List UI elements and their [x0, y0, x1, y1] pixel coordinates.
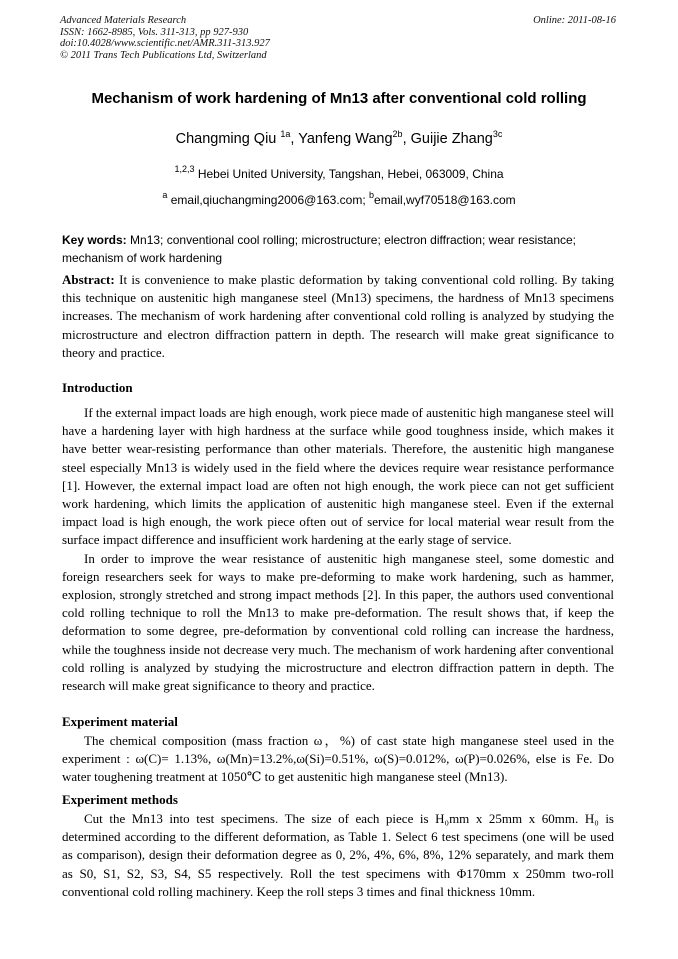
- online-date: Online: 2011-08-16: [533, 15, 616, 26]
- author-name: Yanfeng Wang: [298, 131, 393, 147]
- paragraph: In order to improve the wear resistance of austenitic high manganese steel, some domestic and foreign researchers seek for ways to make pre-deforming to make work hardening, such as hammer, explosion, strongly stretched and strong impact methods [2]. In this paper, the authors used conventional cold rolling technique to roll the Mn13 to make pre-deformation. The result shows that, if keep the deformation to some degree, pre-deformation by conventional cold rolling can increase the hardness, while the toughness inside not decrease very much. The mechanism of work hardening after conventional cold rolling is analyzed by studying the microstructure and electron diffraction pattern in depth. The research will make great significance to theory and practice.: [62, 550, 614, 694]
- affiliation: [0, 164, 678, 181]
- introduction-body: [62, 404, 614, 695]
- email-link[interactable]: email,qiuchangming2006@163.com;: [170, 193, 366, 207]
- keywords-text: Mn13; conventional cool rolling; microstructure; electron diffraction; wear resistance; mechanism of work hardening: [62, 233, 577, 265]
- journal-issn: ISSN: 1662-8985, Vols. 311-313, pp 927-930: [60, 26, 249, 38]
- abstract-label: Abstract:: [62, 272, 115, 287]
- author-list: Changming Qiu $^{1a}$, Yanfeng Wang$^{2b}$, Guijie Zhang$^{3c}$: [175, 129, 503, 147]
- journal-header: [60, 15, 270, 61]
- paragraph: If the external impact loads are high enough, work piece made of austenitic high manganese steel will have a hardening layer with high hardness at the surface while good toughness inside, which makes it have better wear-resisting performance than other materials. Therefore, the austenitic high manganese steel especially Mn13 is widely used in the field where the devices require wear resistance performance [1]. However, the external impact load are often not high enough, the work piece can not get sufficient work hardening, which limits the application of austenitic high manganese steel. Even if the external impact load is high enough, the work piece often out of service for local material wear result from the surface impact difference and insufficient work hardening at the early stage of service.: [62, 405, 614, 548]
- keywords: [62, 231, 614, 267]
- journal-doi[interactable]: doi:10.4028/www.scientific.net/AMR.311-313.927: [60, 38, 270, 50]
- section-heading-introduction: Introduction: [62, 380, 133, 395]
- email-mark: a: [162, 190, 168, 200]
- email-link[interactable]: email,wyf70518@163.com: [374, 193, 516, 207]
- author-affiliation-mark: 2b: [392, 129, 403, 139]
- section-heading-experiment-methods: Experiment methods: [62, 792, 178, 807]
- section-heading-experiment-material: Experiment material: [62, 714, 178, 729]
- abstract: [62, 271, 614, 362]
- author-name: Guijie Zhang: [410, 131, 493, 147]
- author-name: Changming Qiu: [175, 131, 277, 147]
- paper-title: Mechanism of work hardening of Mn13 after conventional cold rolling: [91, 90, 587, 107]
- abstract-text: It is convenience to make plastic deformation by taking conventional cold rolling. By taking this technique on austenitic high manganese steel (Mn13) specimens, the hardness of Mn13 specimens increases. The mechanism of work hardening after conventional cold rolling is analyzed by studying the microstructure and electron diffraction pattern in depth. The research will make great significance to theory and practice.: [62, 272, 615, 360]
- journal-copyright: © 2011 Trans Tech Publications Ltd, Switzerland: [60, 49, 267, 61]
- email-mark: b: [369, 190, 375, 200]
- author-emails: [0, 190, 678, 207]
- affiliation-text: Hebei United University, Tangshan, Hebei, 063009, China: [197, 167, 504, 181]
- experiment-methods-body: Cut the Mn13 into test specimens. The size of each piece is H₀mm x 25mm x 60mm. H₀ is determined according to the different deformation, as Table 1. Select 6 test specimens (one will be used as comparison), design their deformation degree as 0, 2%, 4%, 6%, 8%, 12% separately, and mark them as S0, S1, S2, S3, S4, S5 respectively. Roll the test specimens with Φ170mm x 250mm two-roll conventional cold rolling machinery. Keep the roll steps 3 times and final thickness 10mm.: [62, 811, 614, 899]
- affiliation-mark: 1,2,3: [174, 164, 195, 174]
- journal-name: Advanced Materials Research: [60, 15, 187, 26]
- author-affiliation-mark: 3c: [492, 129, 503, 139]
- experiment-material-body: The chemical composition (mass fraction ω，%) of cast state high manganese steel used in the experiment : ω(C)= 1.13%, ω(Mn)=13.2%,ω(Si)=0.51%, ω(S)=0.012%, ω(P)=0.026%, else is Fe. Do water toughening treatment at 1050℃ to get austenitic high manganese steel (Mn13).: [62, 733, 614, 785]
- author-affiliation-mark: 1a: [280, 129, 291, 139]
- keywords-label: Key words:: [62, 233, 127, 247]
